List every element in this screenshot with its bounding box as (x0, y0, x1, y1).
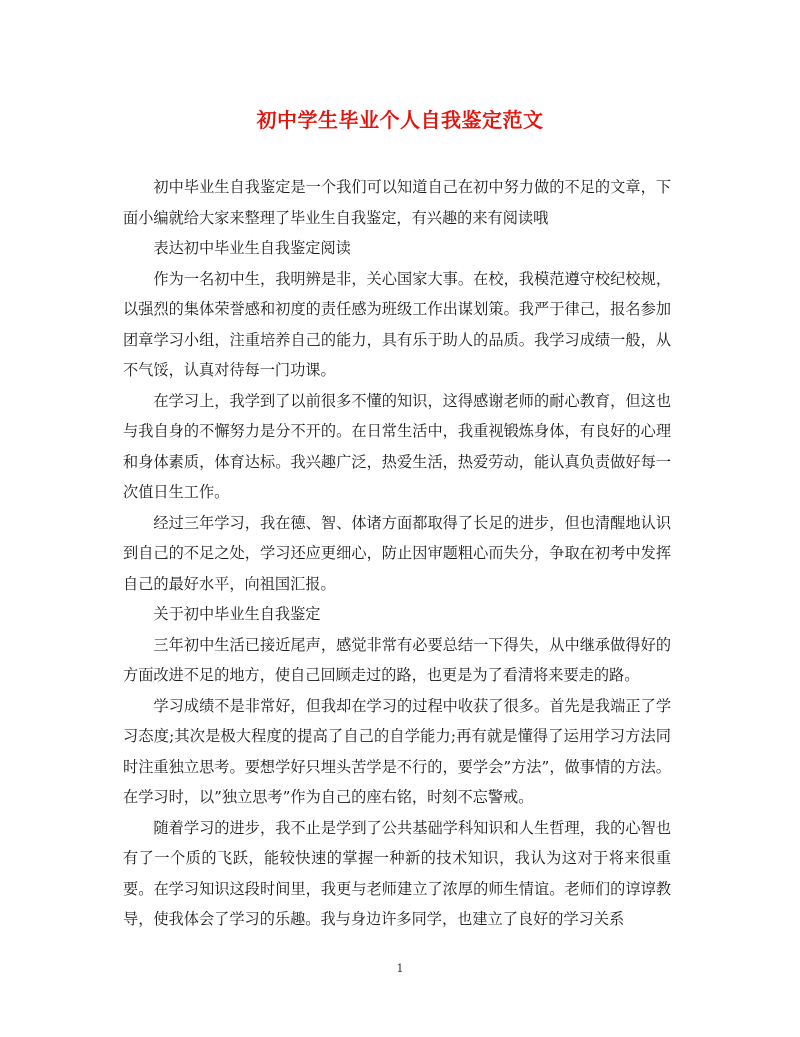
section-heading: 表达初中毕业生自我鉴定阅读 (153, 239, 351, 257)
paragraph: 作为一名初中生，我明辨是非，关心国家大事。在校，我模范遵守校纪校规，以强烈的集体荣誉感和初度的责任感为班级工作出谋划策。我严于律己，报名参加团章学习小组，注重培养自己的能力，具有乐于助人的品质。我学习成绩一般，从不气馁，认真对待每一门功课。 (123, 269, 671, 379)
paragraph: 三年初中生活已接近尾声，感觉非常有必要总结一下得失，从中继承做得好的方面改进不足的地方，使自己回顾走过的路，也更是为了看清将来要走的路。 (123, 635, 671, 684)
document-title: 初中学生毕业个人自我鉴定范文 (256, 108, 544, 132)
paragraph-intro: 初中毕业生自我鉴定是一个我们可以知道自己在初中努力做的不足的文章，下面小编就给大家来整理了毕业生自我鉴定，有兴趣的来有阅读哦 (123, 178, 671, 227)
document-body (123, 172, 671, 935)
page-number: 1 (396, 962, 404, 975)
paragraph: 经过三年学习，我在德、智、体诸方面都取得了长足的进步，但也清醒地认识到自己的不足之处，学习还应更细心，防止因审题粗心而失分，争取在初考中发挥自己的最好水平，向祖国汇报。 (123, 513, 671, 593)
section-heading: 关于初中毕业生自我鉴定 (153, 605, 321, 623)
paragraph: 随着学习的进步，我不止是学到了公共基础学科知识和人生哲理，我的心智也有了一个质的飞跃，能较快速的掌握一种新的技术知识，我认为这对于将来很重要。在学习知识这段时间里，我更与老师建立了浓厚的师生情谊。老师们的谆谆教导，使我体会了学习的乐趣。我与身边许多同学，也建立了良好的学习关系 (123, 818, 671, 928)
paragraph: 学习成绩不是非常好，但我却在学习的过程中收获了很多。首先是我端正了学习态度;其次是极大程度的提高了自己的自学能力;再有就是懂得了运用学习方法同时注重独立思考。要想学好只埋头苦学是不行的，要学会”方法”，做事情的方法。在学习时，以”独立思考”作为自己的座右铭，时刻不忘警戒。 (123, 696, 671, 806)
paragraph: 在学习上，我学到了以前很多不懂的知识，这得感谢老师的耐心教育，但这也与我自身的不懈努力是分不开的。在日常生活中，我重视锻炼身体，有良好的心理和身体素质，体育达标。我兴趣广泛，热爱生活，热爱劳动，能认真负责做好每一次值日生工作。 (123, 391, 671, 501)
